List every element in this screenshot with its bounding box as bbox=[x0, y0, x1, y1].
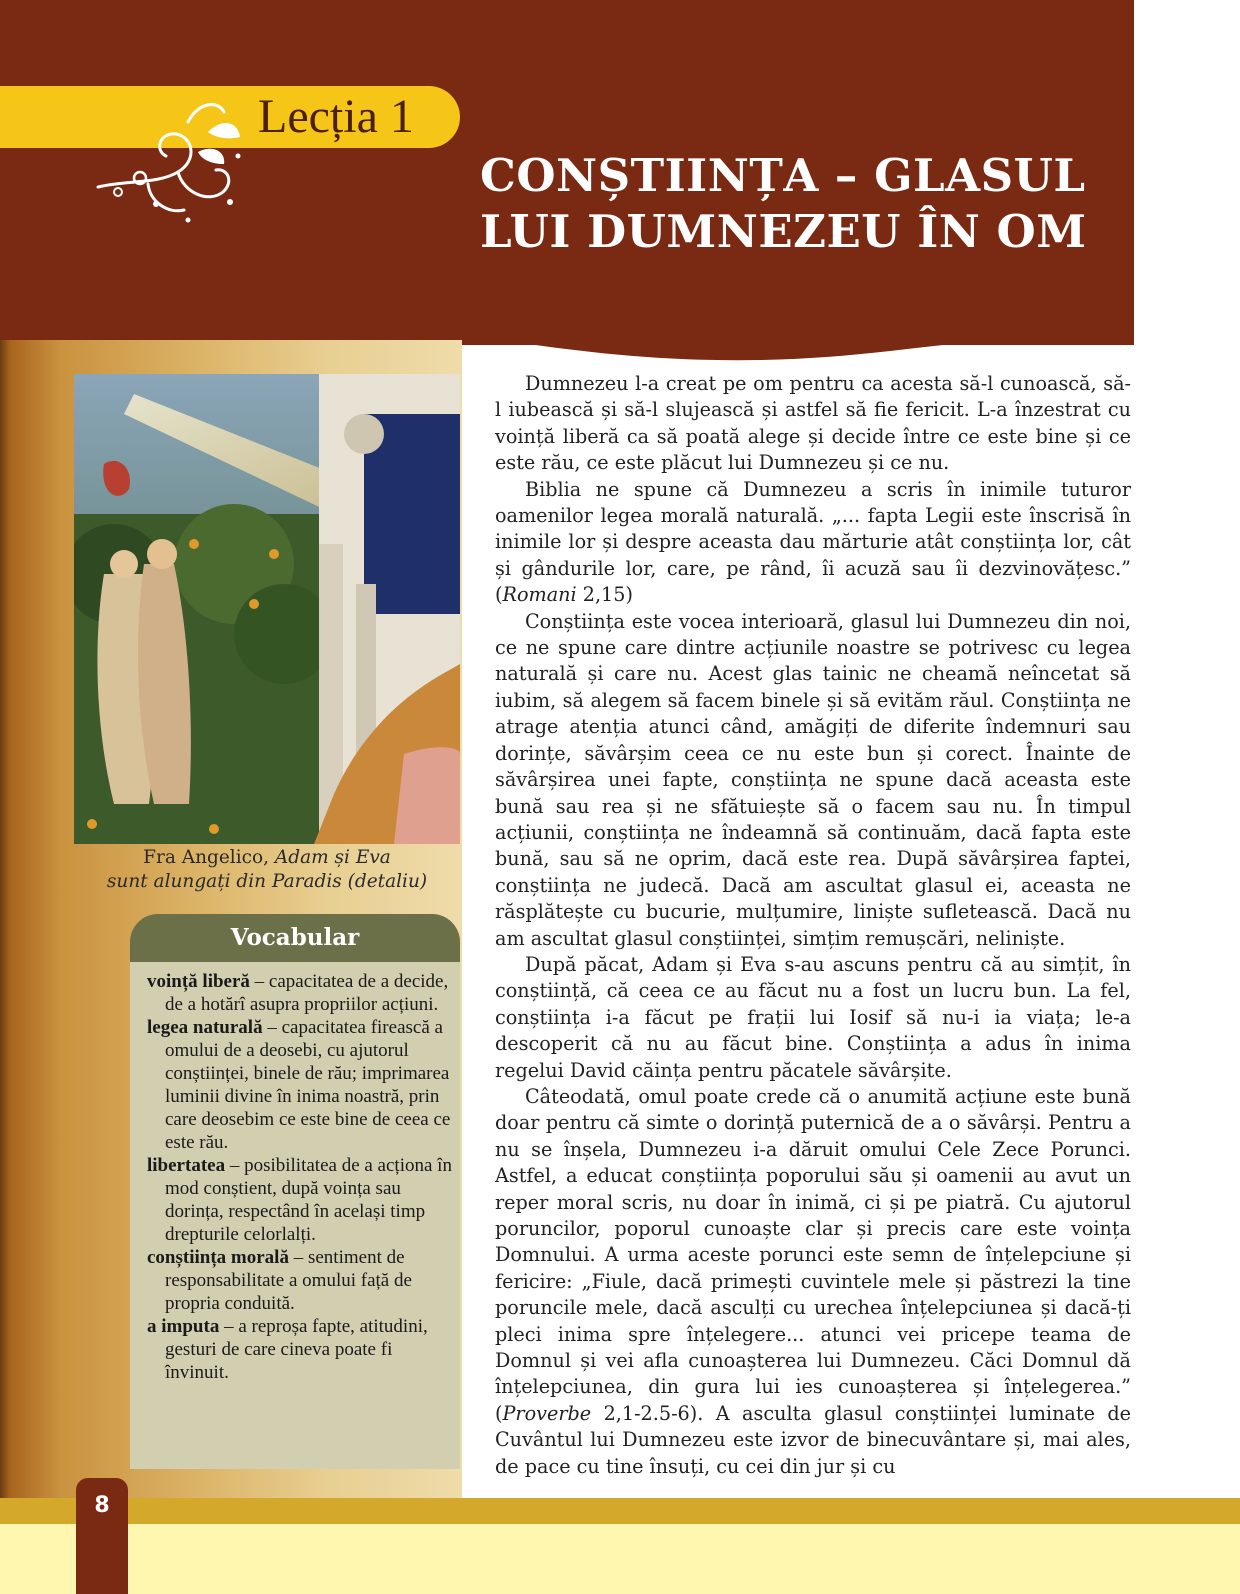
caption-title-a: Adam și Eva bbox=[274, 847, 391, 868]
vocab-entry bbox=[147, 970, 453, 1016]
vocab-term: voință liberă bbox=[147, 971, 250, 992]
page-title bbox=[480, 148, 1087, 260]
footer-band bbox=[0, 1498, 1240, 1524]
lesson-label: Lecția 1 bbox=[258, 90, 414, 143]
vocabulary-heading: Vocabular bbox=[230, 924, 360, 951]
paragraph-5-text: Câteodată, omul poate crede că o anumită acțiune este bună doar pentru că simte o dorință puternică de a o săvârși. Pentru a nu se înșela, Dumnezeu i-a dăruit omului Cele Zece Porunci. Astfel, a educat conștiința poporului său și oamenii au avut un reper moral scris, nu doar în inimă, ci și pe piatră. Cu ajutorul poruncilor, poporul cunoaște clar și precis care este voința Domnului. A urma aceste porunci este semn de înțelepciune și fericire: „Fiule, dacă primești cuvintele mele și păstrezi la tine poruncile mele, dacă asculți cu urechea înțelepciunea și dacă-ți pleci inima spre înțelegere... atunci vei pricepe teama de Domnul și vei afla cunoașterea lui Dumnezeu. Căci Domnul dă înțelepciunea, din gura lui ies cunoașterea și înțelegerea.” ( bbox=[495, 1084, 1131, 1425]
caption-title-b: sunt alungați din Paradis (detaliu) bbox=[106, 871, 428, 892]
title-line-1: CONȘTIINȚA – GLASUL bbox=[480, 149, 1086, 202]
paragraph-1: Dumnezeu l-a creat pe om pentru ca acesta să-l cunoască, să-l iubească și să-l slujească și astfel să fie fericit. L-a înzestrat cu voință liberă ca să poată alege și decide între ce este bine și ce este rău, ce este plăcut lui Dumnezeu și ce nu. bbox=[495, 372, 1131, 475]
vocabulary-list bbox=[147, 970, 453, 1384]
page-number: 8 bbox=[94, 1493, 110, 1518]
vocab-term: libertatea bbox=[147, 1155, 226, 1176]
paragraph-5-reference: Proverbe bbox=[502, 1401, 592, 1425]
lesson-body bbox=[495, 371, 1131, 1480]
title-line-2: LUI DUMNEZEU ÎN OM bbox=[480, 205, 1087, 258]
paragraph-3: Conștiința este vocea interioară, glasul lui Dumnezeu din noi, ce ne spune care dintre acțiunile noastre se potrivesc cu legea naturală și care nu. Acest glas tainic ne cheamă neîncetat să iubim, să alegem să facem binele și să evităm răul. Conștiința ne atrage atenția atunci când, amăgiți de diferite îndemnuri sau dorințe, săvârșim ceea ce nu este bun și corect. Înainte de săvârșirea unei fapte, conștiința ne spune dacă aceasta este bună sau rea și ne sfătuiește să o facem sau nu. În timpul acțiunii, conștiința ne îndeamnă să continuăm, dacă fapta este bună, sau să ne oprim, dacă este rea. După săvârșirea faptei, conștiința ne judecă. Dacă am ascultat glasul ei, aceasta ne răsplătește cu bucurie, mulțumire, liniște sufletească. Dacă nu am ascultat glasul conștiinței, simțim remușcări, neliniște. bbox=[495, 609, 1131, 950]
paragraph-4: După păcat, Adam și Eva s-au ascuns pentru că au simțit, în conștiință, că ceea ce au făcut nu a fost un lucru bun. La fel, conștiința i-a făcut pe frații lui Iosif să nu-i ia viața; le-a descoperit că nu au făcut bine. Conștiința a adus în inima regelui David căința pentru păcatele săvârșite. bbox=[495, 952, 1131, 1082]
footer-light-band bbox=[0, 1524, 1240, 1594]
vocab-entry bbox=[147, 1315, 453, 1384]
fra-angelico-painting bbox=[74, 374, 460, 844]
caption-author: Fra Angelico, bbox=[143, 847, 275, 868]
vocab-definition: – sentiment de responsabilitate a omului față de propria conduită. bbox=[165, 1247, 412, 1314]
paragraph-5 bbox=[495, 1084, 1131, 1480]
paragraph-2-reference: Romani bbox=[502, 583, 577, 607]
caption-line-2 bbox=[74, 870, 460, 894]
paragraph-2 bbox=[495, 477, 1131, 609]
vocab-term: conștiința morală bbox=[147, 1247, 289, 1268]
image-caption bbox=[74, 846, 460, 894]
vocab-definition: – capacitatea firească a omului de a deosebi, cu ajutorul conștiinței, binele de rău; imprimarea luminii divine în inima noastră, prin care deosebim ce este bine de ceea ce este rău. bbox=[165, 1017, 451, 1153]
vocab-term: legea naturală bbox=[147, 1017, 263, 1038]
vocab-definition: – posibilitatea de a acționa în mod conștient, după voința sau dorința, respectând în același timp drepturile celorlalți. bbox=[165, 1155, 452, 1245]
vocab-term: a imputa bbox=[147, 1316, 220, 1337]
flourish-ornament-icon bbox=[88, 92, 248, 227]
vocab-entry bbox=[147, 1016, 453, 1154]
vocab-definition: – a reproșa fapte, atitudini, gesturi de care cineva poate fi învinuit. bbox=[165, 1316, 428, 1383]
caption-line-1 bbox=[74, 846, 460, 870]
paragraph-2-text: Biblia ne spune că Dumnezeu a scris în inimile tuturor oamenilor legea morală naturală. „... fapta Legii este înscrisă în inimile lor și despre aceasta dau mărturie atât conștiința lor, cât și gândurile lor, care, pe rând, îi acuză sau îi dezvinovățesc.” ( bbox=[495, 477, 1131, 607]
vocab-definition: – capacitatea de a decide, de a hotărî asupra propriilor acțiuni. bbox=[165, 971, 449, 1015]
vocab-entry bbox=[147, 1154, 453, 1246]
paragraph-2-end: 2,15) bbox=[576, 583, 633, 607]
paragraph-5-end: 2,1-2.5-6). A asculta glasul conștiinței luminate de Cuvântul lui Dumnezeu este izvor de binecuvântare și, mai ales, de pace cu tine însuți, cu cei din jur și cu bbox=[495, 1401, 1131, 1478]
vocab-entry bbox=[147, 1246, 453, 1315]
